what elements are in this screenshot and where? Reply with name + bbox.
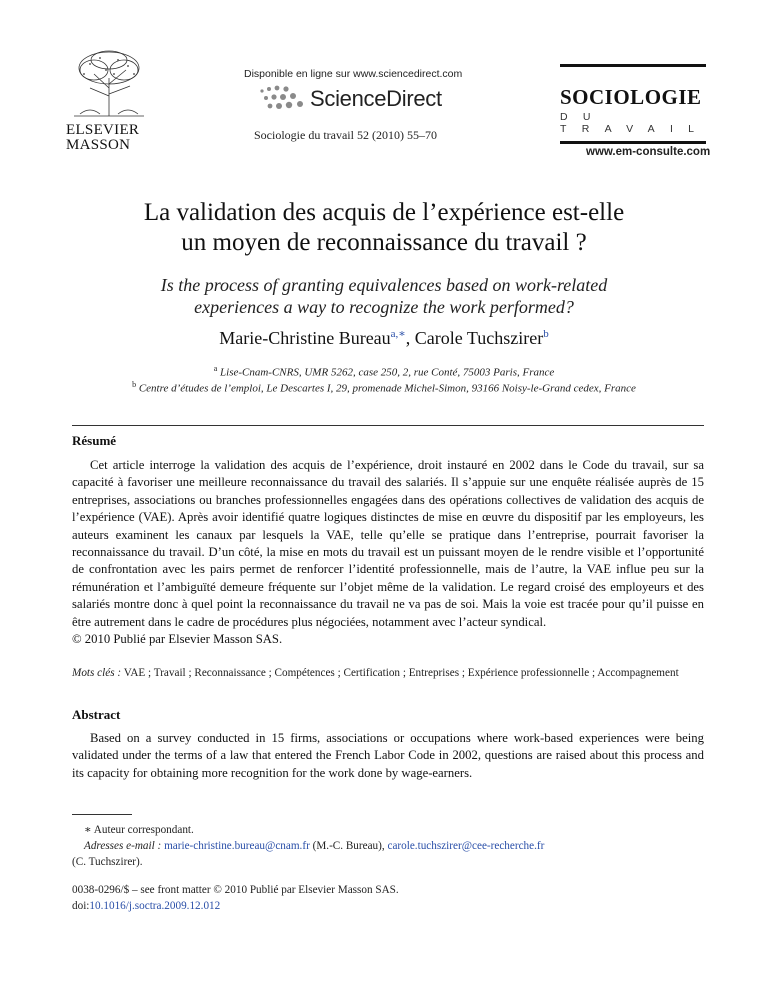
section-divider bbox=[72, 425, 704, 426]
journal-logo bbox=[560, 64, 710, 144]
article-subtitle bbox=[40, 274, 728, 318]
masson-wordmark: MASSON bbox=[66, 137, 131, 153]
email-2-link[interactable]: carole.tuchszirer@cee-recherche.fr bbox=[387, 840, 545, 852]
resume-copyright: © 2010 Publié par Elsevier Masson SAS. bbox=[72, 632, 283, 647]
issn-line: 0038-0296/$ – see front matter © 2010 Publié par Elsevier Masson SAS. bbox=[72, 884, 399, 896]
abstract-heading: Abstract bbox=[72, 707, 121, 722]
email-1-link[interactable]: marie-christine.bureau@cnam.fr bbox=[164, 840, 310, 852]
affiliation-a bbox=[40, 364, 728, 379]
emails-label: Adresses e-mail : bbox=[84, 840, 162, 852]
abstract-text: Based on a survey conducted in 15 firms, associations or occupations where work-based experiences were being validated under the terms of a law that entered the French Labor Code in 2002, questions are raised about this process and its capacity for obtaining more recognition for the work done by wage-earners. bbox=[72, 731, 704, 780]
abstract-body bbox=[72, 730, 704, 782]
journal-reference: Sociologie du travail 52 (2010) 55–70 bbox=[254, 128, 437, 142]
journal-site-link[interactable]: www.em-consulte.com bbox=[586, 146, 711, 158]
elsevier-tree-icon bbox=[70, 48, 148, 118]
doi-label: doi: bbox=[72, 900, 90, 912]
author-separator: , bbox=[405, 328, 415, 348]
author-1[interactable]: Marie-Christine Bureau bbox=[219, 328, 391, 348]
available-online-text: Disponible en ligne sur www.sciencedirect.com bbox=[244, 68, 463, 80]
authors bbox=[40, 327, 728, 349]
affiliation-b-label: b bbox=[132, 380, 137, 389]
title-line-1: La validation des acquis de l’expérience est-elle bbox=[143, 199, 625, 226]
footnote-rule bbox=[72, 814, 132, 815]
email-2-owner: (C. Tuchszirer). bbox=[72, 856, 143, 868]
affiliation-b-text: Centre d’études de l’emploi, Le Descartes I, 29, promenade Michel-Simon, 93166 Noisy-le-Grand cedex, France bbox=[138, 382, 636, 395]
keywords-list: VAE ; Travail ; Reconnaissance ; Compétences ; Certification ; Entreprises ; Expérience professionnelle ; Accompagnement bbox=[123, 667, 679, 679]
author-2-marks[interactable]: b bbox=[543, 328, 549, 340]
footnote bbox=[72, 822, 704, 870]
sciencedirect-dots-icon bbox=[258, 85, 306, 113]
subtitle-line-2: experiences a way to recognize the work performed? bbox=[194, 297, 574, 317]
journal-logo-bottom-rule bbox=[560, 141, 706, 144]
elsevier-logo bbox=[66, 48, 156, 158]
footnote-marker: ∗ bbox=[84, 824, 92, 836]
article-title bbox=[40, 198, 728, 258]
footnote-emails bbox=[72, 838, 704, 854]
email-1-owner: (M.-C. Bureau), bbox=[312, 840, 385, 852]
journal-title: SOCIOLOGIE bbox=[560, 85, 702, 109]
journal-subtitle: DU TRAVAIL bbox=[560, 111, 710, 135]
affiliation-a-label: a bbox=[213, 364, 218, 373]
front-matter bbox=[72, 882, 704, 914]
sciencedirect-wordmark: ScienceDirect bbox=[310, 86, 442, 111]
footnote-corresponding-text: Auteur correspondant. bbox=[93, 824, 194, 836]
journal-logo-top-rule bbox=[560, 64, 706, 67]
resume-heading: Résumé bbox=[72, 433, 117, 448]
resume-body bbox=[72, 457, 704, 648]
keywords bbox=[72, 665, 704, 681]
affiliation-b bbox=[40, 380, 728, 395]
footnote-corresponding bbox=[72, 822, 704, 838]
author-1-marks[interactable]: a,∗ bbox=[390, 328, 406, 340]
doi-link[interactable]: 10.1016/j.soctra.2009.12.012 bbox=[89, 900, 221, 912]
sciencedirect-logo bbox=[258, 82, 442, 116]
resume-text: Cet article interroge la validation des acquis de l’expérience, droit instauré en 2002 dans le Code du travail, sur sa capacité à favoriser une meilleure reconnaissance du travail des salariés. Il s’appuie sur une enquête réalisée auprès de 15 entreprises, associations ou branches professionnelles engagées dans des opérations collectives de validation des acquis de l’expérience (VAE). Après avoir identifié quatre logiques distinctes de mise en œuvre du dispositif par les employeurs, les auteurs examinent les canaux par lesquels la VAE, telle qu’elle se pratique dans l’entreprise, pourrait favoriser la reconnaissance du travail. D’un côté, la mise en mots du travail est un puissant moyen de le rendre visible et l’opportunité de confrontation avec les pairs permet de renforcer l’identité professionnelle, mais de l’autre, la VAE influe peu sur la rémunération et l’ambiguïté demeure fréquente sur l’objet même de la validation. Le regard croisé des employeurs et des salariés montre donc à quel point la reconnaissance du travail ne va pas de soi. Mais la voie est tracée pour qu’il puisse en être autrement dans le cadre de procédures plus négociées, notamment avec l’acteur syndical. bbox=[72, 458, 704, 629]
elsevier-wordmark: ELSEVIER bbox=[66, 122, 140, 138]
title-line-2: un moyen de reconnaissance du travail ? bbox=[181, 229, 587, 256]
author-2[interactable]: Carole Tuchszirer bbox=[414, 328, 544, 348]
doi-line bbox=[72, 898, 704, 914]
subtitle-line-1: Is the process of granting equivalences based on work-related bbox=[160, 275, 608, 295]
affiliation-a-text: Lise-Cnam-CNRS, UMR 5262, case 250, 2, rue Conté, 75003 Paris, France bbox=[220, 366, 555, 379]
keywords-label: Mots clés : bbox=[72, 667, 122, 679]
